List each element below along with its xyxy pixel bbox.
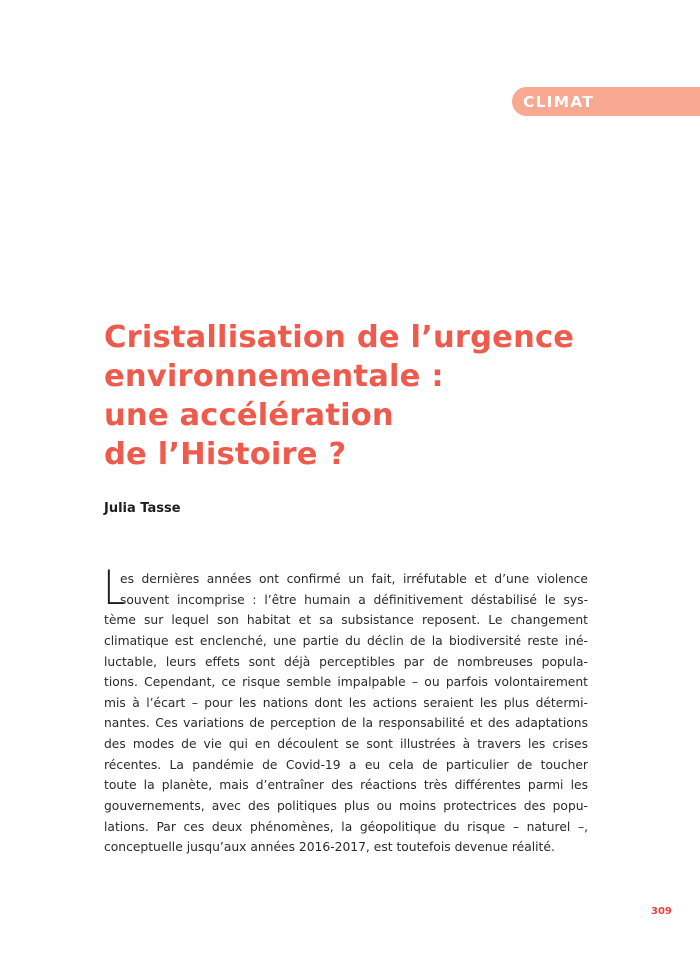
- title-line: Cristallisation de l’urgence: [104, 320, 575, 355]
- body-line: es dernières années ont confirmé un fait, irréfutable et d’une violence: [120, 572, 588, 586]
- body-line: des modes de vie qui en découlent se sont illustrées à travers les crises: [104, 737, 588, 752]
- body-line: toute la planète, mais d’entraîner des réactions très différentes parmi les: [104, 778, 588, 793]
- body-line: mis à l’écart – pour les nations dont les actions seraient les plus détermi-: [104, 695, 588, 710]
- title-line: de l’Histoire ?: [104, 437, 347, 472]
- body-line: tème sur lequel son habitat et sa subsistance reposent. Le changement: [104, 613, 588, 628]
- body-line: nantes. Ces variations de perception de la responsabilité et des adaptations: [104, 716, 588, 731]
- article-body: [103, 561, 588, 858]
- body-line: tions. Cependant, ce risque semble impalpable – ou parfois volontairement: [104, 675, 588, 690]
- body-line: conceptuelle jusqu’aux années 2016-2017, est toutefois devenue réalité.: [104, 840, 555, 855]
- title-line: une accélération: [104, 398, 394, 433]
- section-banner: [512, 87, 700, 116]
- article-title: [104, 318, 624, 474]
- page-number: 309: [651, 906, 672, 917]
- body-line: climatique est enclenché, une partie du déclin de la biodiversité reste iné-: [104, 633, 588, 648]
- drop-cap: L: [103, 561, 126, 616]
- body-line: récentes. La pandémie de Covid-19 a eu cela de particulier de toucher: [104, 757, 588, 772]
- title-line: environnementale :: [104, 359, 444, 394]
- body-line: souvent incomprise : l’être humain a définitivement déstabilisé le sys-: [120, 592, 588, 607]
- section-label: CLIMAT: [523, 92, 595, 111]
- body-line: luctable, leurs effets sont déjà perceptibles par de nombreuses popula-: [104, 654, 588, 669]
- author-name: Julia Tasse: [104, 501, 181, 516]
- body-line: lations. Par ces deux phénomènes, la géopolitique du risque – naturel –,: [104, 819, 588, 834]
- body-line: gouvernements, avec des politiques plus ou moins protectrices des popu-: [104, 799, 588, 814]
